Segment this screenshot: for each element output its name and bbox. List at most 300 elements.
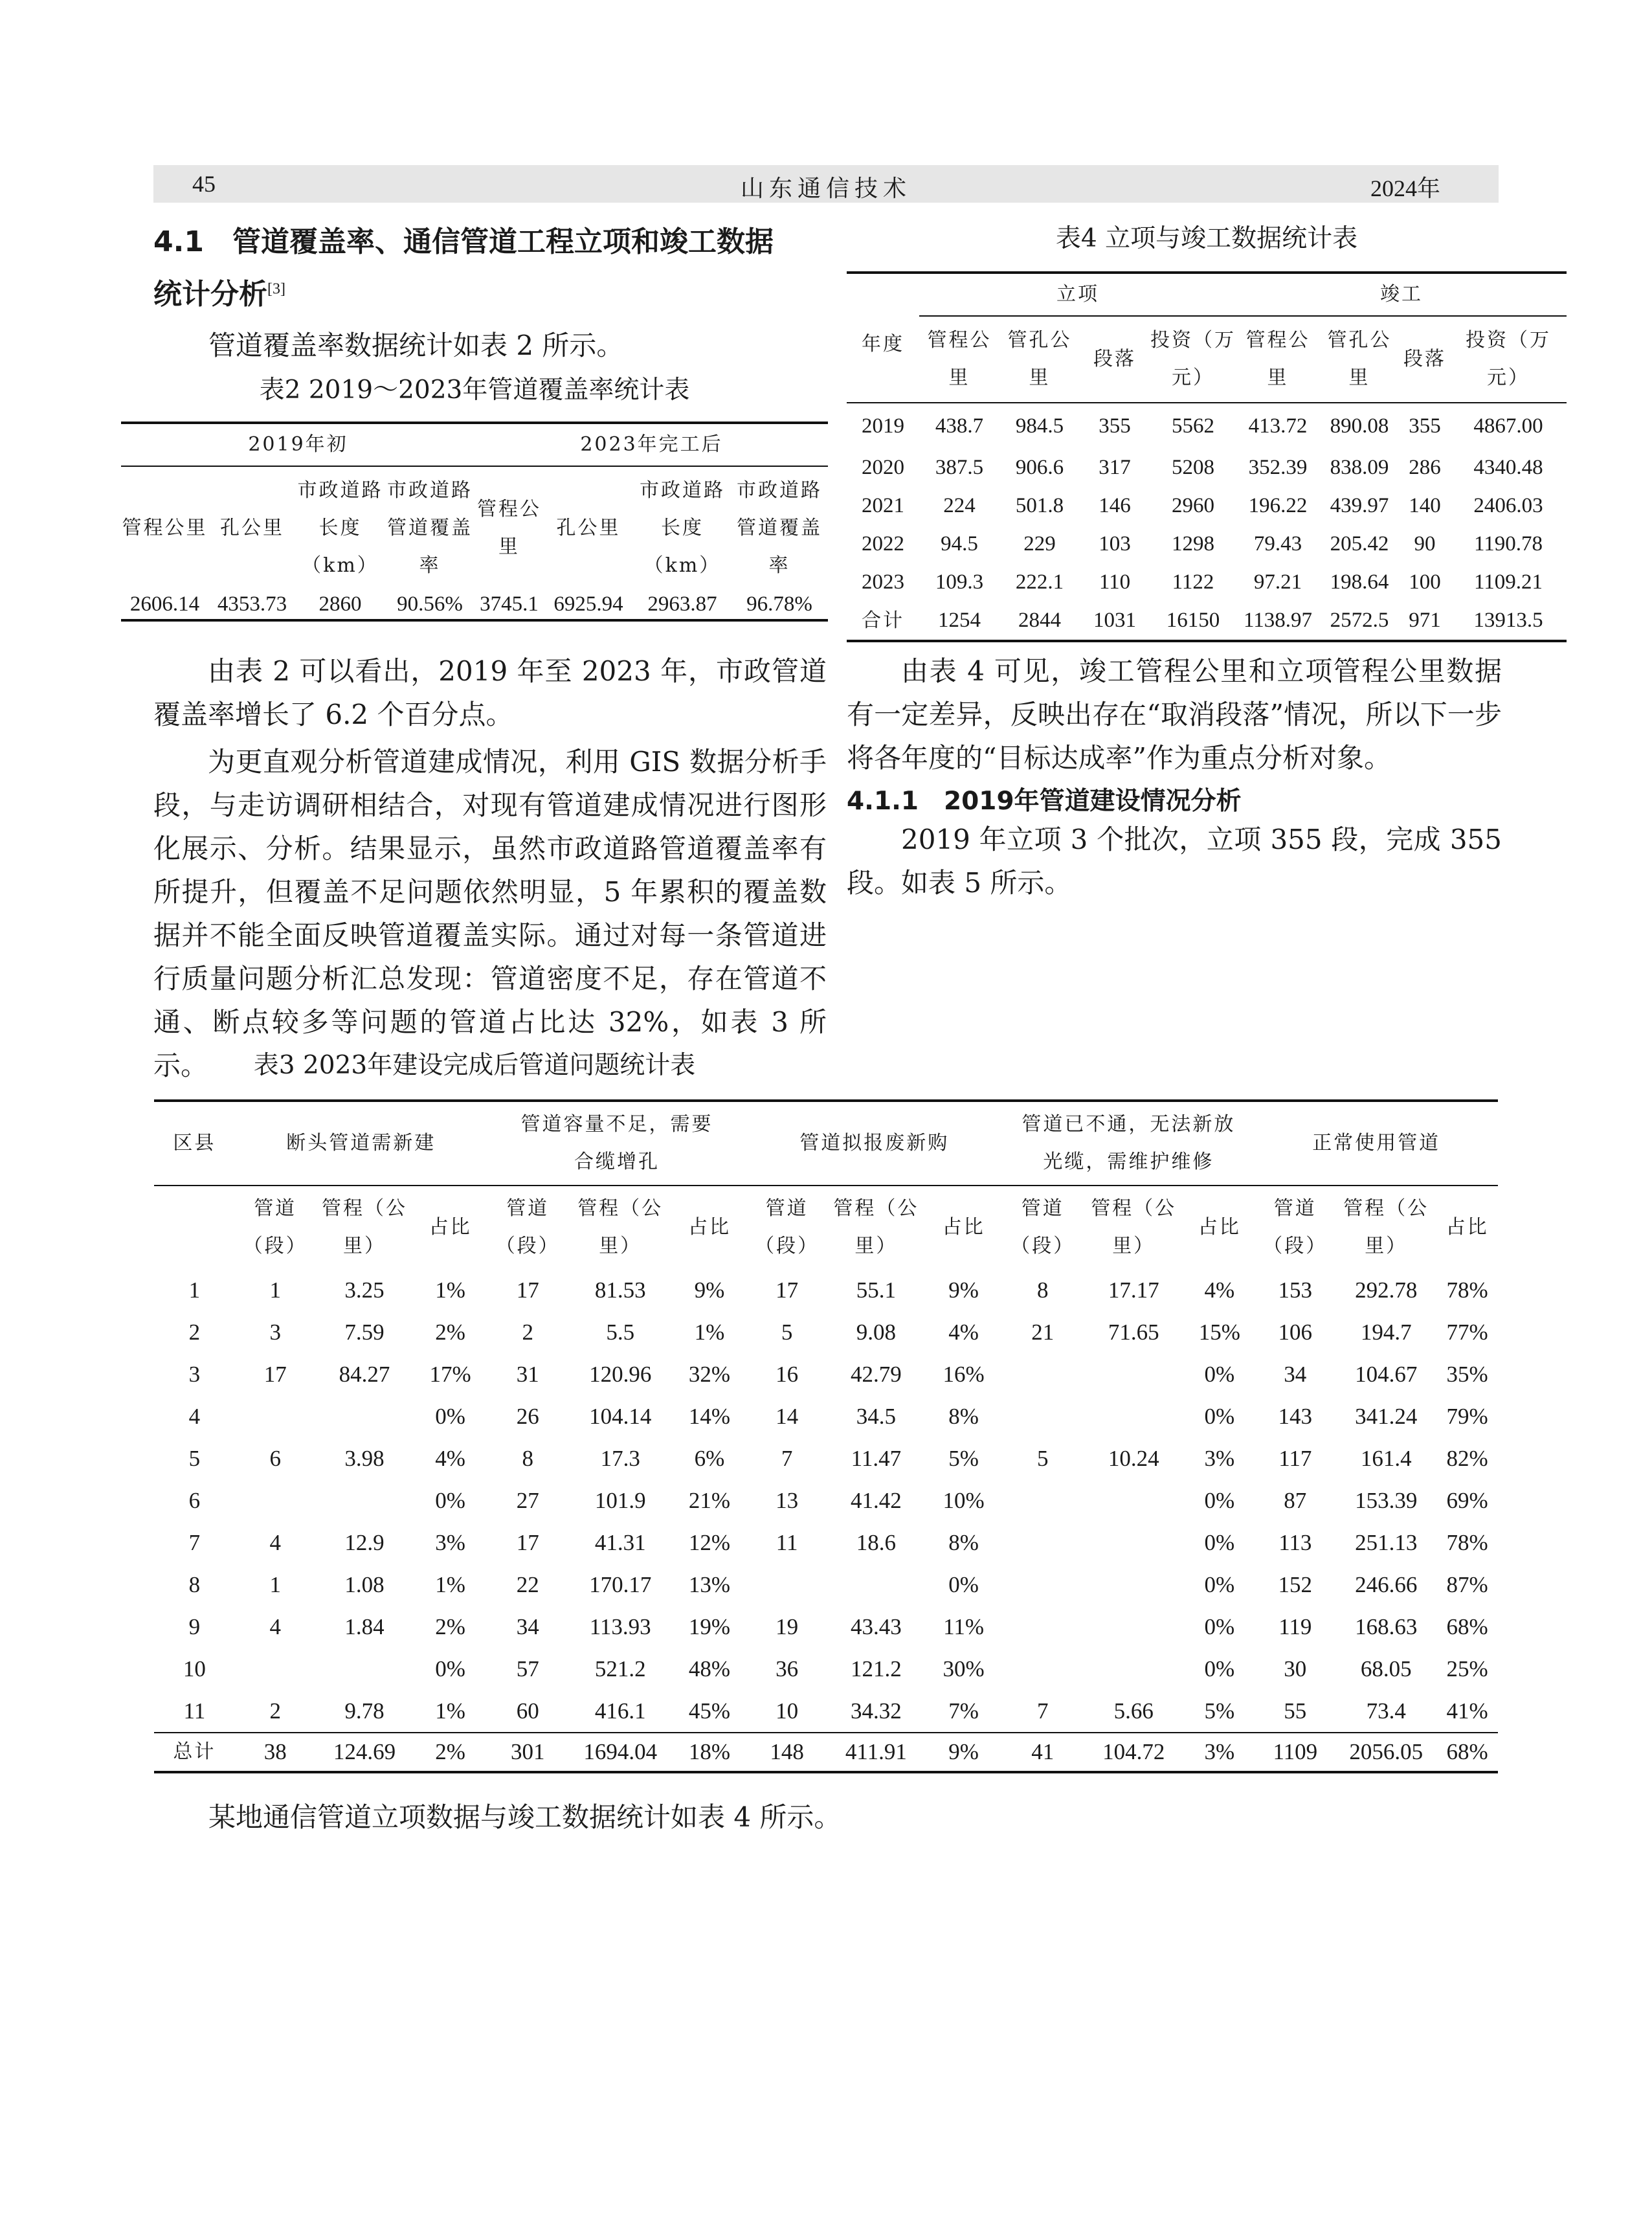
table-cell: 7 bbox=[781, 1445, 793, 1471]
table-cell: 8% bbox=[948, 1403, 979, 1429]
table-cell: 3% bbox=[1204, 1445, 1235, 1471]
table-cell: 1109.21 bbox=[1473, 570, 1543, 594]
table-cell: 19 bbox=[776, 1613, 799, 1639]
table-cell: 196.22 bbox=[1248, 494, 1308, 517]
table-cell: 416.1 bbox=[594, 1698, 646, 1724]
table-cell: 984.5 bbox=[1015, 414, 1064, 438]
table-cell: 87% bbox=[1446, 1571, 1488, 1597]
table-cell: 4 bbox=[188, 1403, 201, 1429]
issue-year: 2024年 bbox=[1370, 175, 1440, 201]
table-cell: 103 bbox=[1099, 532, 1131, 556]
table4-col-pipe-km: 管程公里 bbox=[1236, 316, 1319, 403]
table-cell: 1190.78 bbox=[1473, 532, 1543, 556]
table-cell: 4% bbox=[1204, 1277, 1235, 1303]
table-cell: 13% bbox=[688, 1571, 731, 1597]
table-cell: 14% bbox=[688, 1403, 731, 1429]
table-cell bbox=[1002, 1606, 1083, 1648]
table-cell: 2963.87 bbox=[647, 592, 717, 616]
table-cell: 6 bbox=[269, 1445, 281, 1471]
table-cell: 10 bbox=[183, 1656, 206, 1681]
table-cell: 301 bbox=[487, 1733, 568, 1772]
table-cell: 68% bbox=[1436, 1733, 1498, 1772]
table-cell: 7 bbox=[1037, 1698, 1049, 1724]
table-cell: 16 bbox=[776, 1361, 799, 1387]
table-cell: 12% bbox=[688, 1529, 731, 1555]
table-cell: 1% bbox=[435, 1698, 465, 1724]
table-cell: 4% bbox=[948, 1319, 979, 1345]
table-cell: 2 bbox=[522, 1319, 533, 1345]
table-cell: 1254 bbox=[938, 609, 981, 632]
table4-caption: 表4 立项与竣工数据统计表 bbox=[1055, 224, 1358, 253]
table-cell: 355 bbox=[1409, 414, 1441, 438]
table-cell: 0% bbox=[1204, 1529, 1235, 1555]
table-cell: 1298 bbox=[1172, 532, 1214, 556]
table-row bbox=[154, 1395, 1498, 1437]
table-cell: 246.66 bbox=[1355, 1571, 1418, 1597]
journal-name: 山东通信技术 bbox=[740, 175, 911, 201]
table-cell: 3.98 bbox=[344, 1445, 385, 1471]
table-cell: 17 bbox=[263, 1361, 287, 1387]
table3 bbox=[154, 1099, 1498, 1773]
table-cell: 17 bbox=[516, 1529, 539, 1555]
table-cell: 90.56% bbox=[397, 592, 463, 616]
table-cell: 79.43 bbox=[1253, 532, 1302, 556]
table-cell: 11.47 bbox=[851, 1445, 902, 1471]
table-cell bbox=[1083, 1606, 1184, 1648]
table-cell: 73.4 bbox=[1366, 1698, 1406, 1724]
table-cell: 906.6 bbox=[1015, 456, 1064, 479]
table-cell: 6925.94 bbox=[553, 592, 623, 616]
table-cell: 90 bbox=[1414, 532, 1436, 556]
table-cell: 17.17 bbox=[1108, 1277, 1159, 1303]
table-cell: 11 bbox=[183, 1698, 206, 1724]
table-cell: 36 bbox=[776, 1656, 799, 1681]
table4-group-completion: 竣工 bbox=[1236, 273, 1567, 316]
table-cell: 5 bbox=[188, 1445, 201, 1471]
table-row bbox=[847, 487, 1567, 525]
table-cell: 7% bbox=[948, 1698, 979, 1724]
table-cell: 9% bbox=[694, 1277, 725, 1303]
table3-sub-pipe-km: 管程（公里） bbox=[321, 1197, 407, 1257]
table-cell: 341.24 bbox=[1355, 1403, 1418, 1429]
table-cell: 3% bbox=[1184, 1733, 1255, 1772]
table-row bbox=[154, 1269, 1498, 1311]
table-cell bbox=[746, 1564, 827, 1606]
table3-blank-cell bbox=[154, 1186, 235, 1269]
table-cell: 355 bbox=[1099, 414, 1131, 438]
table-cell: 2960 bbox=[1172, 494, 1214, 517]
paragraph-gis-analysis: 为更直观分析管道建成情况，利用 GIS 数据分析手段，与走访调研相结合，对现有管道建成情况进行图形化展示、分析。结果显示，虽然市政道路管道覆盖率有所提升，但覆盖不足问题依然明显，5 年累积的覆盖数据并不能全面反映管道覆盖实际。通过对每一条管道进行质量问题分析汇总发现：管道密度不足，存在管道不通、断点较多等问题的管道占比达 32%，如表 3 所示。 bbox=[153, 746, 827, 1081]
table-cell: 3% bbox=[435, 1529, 465, 1555]
table-cell bbox=[316, 1648, 414, 1690]
table-cell: 69% bbox=[1446, 1487, 1488, 1513]
table-cell bbox=[1002, 1479, 1083, 1522]
table-cell: 2% bbox=[435, 1613, 465, 1639]
table-cell: 146 bbox=[1099, 494, 1131, 517]
table-cell: 30 bbox=[1284, 1656, 1307, 1681]
table-cell bbox=[235, 1479, 316, 1522]
table-row bbox=[121, 589, 828, 620]
table-cell bbox=[235, 1648, 316, 1690]
table-cell: 78% bbox=[1446, 1277, 1488, 1303]
table3-sub-segments: 管道（段） bbox=[1010, 1197, 1075, 1257]
table-cell: 0% bbox=[1204, 1361, 1235, 1387]
table-row bbox=[154, 1522, 1498, 1564]
table-cell bbox=[1002, 1564, 1083, 1606]
page-header bbox=[153, 165, 1499, 203]
table-cell: 2023 bbox=[862, 570, 904, 594]
table3-group-scrap: 管道拟报废新购 bbox=[746, 1101, 1002, 1186]
table-cell: 14 bbox=[776, 1403, 799, 1429]
table-cell: 8 bbox=[1037, 1277, 1049, 1303]
table-cell: 109.3 bbox=[935, 570, 984, 594]
table-cell: 0% bbox=[1204, 1487, 1235, 1513]
table-cell: 2019 bbox=[862, 414, 904, 438]
table-cell: 100 bbox=[1409, 570, 1441, 594]
table-cell: 45% bbox=[688, 1698, 731, 1724]
page-number: 45 bbox=[192, 171, 216, 197]
table2-group-2019: 2019年初 bbox=[121, 423, 475, 466]
table-cell: 43.43 bbox=[851, 1613, 902, 1639]
table-cell: 12.9 bbox=[344, 1529, 385, 1555]
table-cell: 0% bbox=[1204, 1403, 1235, 1429]
table-cell: 15% bbox=[1198, 1319, 1240, 1345]
table-cell: 2606.14 bbox=[129, 592, 200, 616]
table-cell: 5 bbox=[1037, 1445, 1049, 1471]
table-cell: 41% bbox=[1446, 1698, 1488, 1724]
table-cell: 168.63 bbox=[1355, 1613, 1418, 1639]
table-cell: 106 bbox=[1278, 1319, 1313, 1345]
table3-sub-share: 占比 bbox=[688, 1216, 731, 1239]
table-row bbox=[154, 1606, 1498, 1648]
table-cell: 17 bbox=[776, 1277, 799, 1303]
table-cell: 439.97 bbox=[1330, 494, 1389, 517]
table-cell: 317 bbox=[1099, 456, 1131, 479]
table-cell: 2021 bbox=[862, 494, 904, 517]
section-reference: [3] bbox=[267, 280, 285, 298]
table-cell: 890.08 bbox=[1330, 414, 1389, 438]
table-cell: 78% bbox=[1446, 1529, 1488, 1555]
table3-sub-pipe-km: 管程（公里） bbox=[1091, 1197, 1177, 1257]
table3-sub-share: 占比 bbox=[1198, 1216, 1241, 1239]
table-cell: 41.31 bbox=[594, 1529, 646, 1555]
table-cell: 501.8 bbox=[1015, 494, 1064, 517]
table-cell: 224 bbox=[943, 494, 976, 517]
table3-sub-segments: 管道（段） bbox=[495, 1197, 560, 1257]
table3-sub-pipe-km: 管程（公里） bbox=[1343, 1197, 1429, 1257]
table-cell: 2860 bbox=[318, 592, 362, 616]
table-cell: 32% bbox=[688, 1361, 731, 1387]
table-cell: 8 bbox=[188, 1571, 201, 1597]
table-cell: 30% bbox=[943, 1656, 985, 1681]
section-heading-line2-wrap bbox=[153, 271, 285, 312]
table-cell: 合计 bbox=[862, 609, 904, 632]
table-cell: 0% bbox=[948, 1571, 979, 1597]
table2 bbox=[121, 422, 828, 622]
table-cell: 1 bbox=[188, 1277, 201, 1303]
table4-col-pipe-km: 管程公里 bbox=[919, 316, 999, 403]
table3-sub-pipe-km: 管程（公里） bbox=[577, 1197, 664, 1257]
table-row bbox=[154, 1437, 1498, 1479]
table-cell: 4 bbox=[269, 1613, 281, 1639]
table-cell: 438.7 bbox=[935, 414, 984, 438]
table-cell: 11% bbox=[943, 1613, 985, 1639]
table-cell: 161.4 bbox=[1360, 1445, 1412, 1471]
table-row bbox=[847, 525, 1567, 563]
table-cell: 94.5 bbox=[941, 532, 978, 556]
table3-group-capacity: 管道容量不足，需要合缆增孔 bbox=[487, 1101, 746, 1186]
paragraph-table4-intro: 某地通信管道立项数据与竣工数据统计如表 4 所示。 bbox=[208, 1801, 842, 1833]
table-cell: 42.79 bbox=[851, 1361, 902, 1387]
table-cell: 117 bbox=[1278, 1445, 1312, 1471]
table-cell: 1% bbox=[694, 1319, 725, 1345]
table-cell: 26 bbox=[516, 1403, 539, 1429]
table3-sub-segments: 管道（段） bbox=[243, 1197, 307, 1257]
table-cell bbox=[1083, 1522, 1184, 1564]
table-cell: 55 bbox=[1284, 1698, 1307, 1724]
table2-col-road-length: 市政道路长度（km） bbox=[297, 478, 383, 577]
table4-col-investment: 投资（万元） bbox=[1150, 316, 1236, 403]
table-cell: 34 bbox=[516, 1613, 539, 1639]
table-cell: 120.96 bbox=[589, 1361, 652, 1387]
table-cell: 153.39 bbox=[1355, 1487, 1418, 1513]
table2-col-coverage: 市政道路管道覆盖率 bbox=[737, 478, 822, 577]
table-cell: 79% bbox=[1446, 1403, 1488, 1429]
table-cell: 110 bbox=[1099, 570, 1131, 594]
table-cell: 2406.03 bbox=[1473, 494, 1543, 517]
table-cell: 13913.5 bbox=[1473, 609, 1543, 632]
table-cell: 1138.97 bbox=[1243, 609, 1313, 632]
table-cell bbox=[1083, 1648, 1184, 1690]
table2-col-pipe-km: 管程公里 bbox=[122, 516, 208, 539]
table-cell: 143 bbox=[1278, 1403, 1313, 1429]
table3-group-normal: 正常使用管道 bbox=[1255, 1101, 1498, 1186]
table-cell: 148 bbox=[746, 1733, 827, 1772]
table-cell: 9% bbox=[948, 1277, 979, 1303]
table-cell: 84.27 bbox=[339, 1361, 390, 1387]
table-cell: 113.93 bbox=[589, 1613, 651, 1639]
table-cell: 5208 bbox=[1172, 456, 1214, 479]
table-row bbox=[847, 563, 1567, 601]
table-cell: 1.84 bbox=[344, 1613, 385, 1639]
table-cell bbox=[1002, 1395, 1083, 1437]
table-cell: 971 bbox=[1409, 609, 1441, 632]
table-cell: 34 bbox=[1284, 1361, 1307, 1387]
table-cell: 1 bbox=[269, 1571, 281, 1597]
table-cell: 9% bbox=[925, 1733, 1003, 1772]
table-cell: 1122 bbox=[1172, 570, 1214, 594]
table3-col-district: 区县 bbox=[154, 1101, 235, 1186]
table-cell: 170.17 bbox=[589, 1571, 652, 1597]
table-cell: 21% bbox=[688, 1487, 731, 1513]
table-cell: 3.25 bbox=[344, 1277, 385, 1303]
paragraph-2019-analysis: 2019 年立项 3 个批次，立项 355 段，完成 355 段。如表 5 所示。 bbox=[847, 824, 1502, 899]
table-cell: 4% bbox=[435, 1445, 465, 1471]
table3-group-new-build: 断头管道需新建 bbox=[235, 1101, 487, 1186]
table4-col-year: 年度 bbox=[847, 273, 919, 403]
table-cell bbox=[1002, 1522, 1083, 1564]
table-cell: 0% bbox=[435, 1487, 465, 1513]
table-cell: 16% bbox=[943, 1361, 985, 1387]
table-cell: 48% bbox=[688, 1656, 731, 1681]
table-cell: 1694.04 bbox=[568, 1733, 673, 1772]
table-cell: 8 bbox=[522, 1445, 533, 1471]
table-cell bbox=[316, 1479, 414, 1522]
table-row bbox=[154, 1353, 1498, 1395]
table-cell: 96.78% bbox=[746, 592, 812, 616]
table-cell: 2% bbox=[435, 1319, 465, 1345]
table-cell: 2020 bbox=[862, 456, 904, 479]
table-cell: 2 bbox=[188, 1319, 201, 1345]
table2-col-coverage: 市政道路管道覆盖率 bbox=[387, 478, 473, 577]
table4-group-approval: 立项 bbox=[919, 273, 1236, 316]
table-cell: 251.13 bbox=[1355, 1529, 1418, 1555]
table-cell: 124.69 bbox=[316, 1733, 414, 1772]
table-cell: 521.2 bbox=[594, 1656, 646, 1681]
table-cell: 31 bbox=[516, 1361, 539, 1387]
table-cell: 104.67 bbox=[1355, 1361, 1418, 1387]
table-cell: 35% bbox=[1446, 1361, 1488, 1387]
table-cell: 3745.1 bbox=[480, 592, 539, 616]
table-cell: 34.32 bbox=[851, 1698, 902, 1724]
table-cell: 5% bbox=[948, 1445, 979, 1471]
paragraph-table2-result: 由表 2 可以看出，2019 年至 2023 年，市政管道覆盖率增长了 6.2 个百分点。 bbox=[153, 655, 827, 730]
table-total-row bbox=[154, 1733, 1498, 1772]
table-cell: 7 bbox=[188, 1529, 201, 1555]
table-cell: 1109 bbox=[1255, 1733, 1335, 1772]
table-cell: 81.53 bbox=[594, 1277, 646, 1303]
table-cell bbox=[316, 1395, 414, 1437]
table4-col-hole-km: 管孔公里 bbox=[999, 316, 1080, 403]
table-cell: 34.5 bbox=[856, 1403, 897, 1429]
table-cell: 121.2 bbox=[851, 1656, 902, 1681]
table-cell: 9.08 bbox=[856, 1319, 897, 1345]
table-cell: 3 bbox=[269, 1319, 281, 1345]
table-cell: 97.21 bbox=[1253, 570, 1302, 594]
table-cell: 17.3 bbox=[600, 1445, 640, 1471]
table-cell: 82% bbox=[1446, 1445, 1488, 1471]
table4-col-segments: 段落 bbox=[1080, 316, 1150, 403]
table-cell: 18.6 bbox=[856, 1529, 897, 1555]
table-cell: 55.1 bbox=[856, 1277, 897, 1303]
table-cell: 10.24 bbox=[1108, 1445, 1159, 1471]
table-cell: 101.9 bbox=[594, 1487, 646, 1513]
table-cell: 18% bbox=[673, 1733, 746, 1772]
table-cell: 总计 bbox=[154, 1733, 235, 1772]
table4-col-investment: 投资（万元） bbox=[1450, 316, 1567, 403]
table3-group-maintenance: 管道已不通，无法新放光缆，需维护维修 bbox=[1002, 1101, 1255, 1186]
table-cell: 2844 bbox=[1018, 609, 1061, 632]
table-row bbox=[154, 1479, 1498, 1522]
table-cell: 5562 bbox=[1172, 414, 1214, 438]
table-cell: 19% bbox=[688, 1613, 731, 1639]
table-row bbox=[847, 403, 1567, 449]
table-cell bbox=[1002, 1353, 1083, 1395]
table-cell: 413.72 bbox=[1248, 414, 1308, 438]
table-cell: 27 bbox=[516, 1487, 539, 1513]
table-cell: 1 bbox=[269, 1277, 281, 1303]
table-cell: 2572.5 bbox=[1330, 609, 1389, 632]
table-cell: 104.14 bbox=[589, 1403, 652, 1429]
table-cell: 3 bbox=[188, 1361, 201, 1387]
table3-sub-share: 占比 bbox=[1446, 1216, 1489, 1239]
table-cell: 113 bbox=[1278, 1529, 1312, 1555]
table-cell: 387.5 bbox=[935, 456, 984, 479]
table-cell: 71.65 bbox=[1108, 1319, 1159, 1345]
table-cell: 11 bbox=[776, 1529, 798, 1555]
table-cell: 4353.73 bbox=[217, 592, 287, 616]
table-cell bbox=[1083, 1479, 1184, 1522]
table3-sub-share: 占比 bbox=[429, 1216, 472, 1239]
table-cell: 38 bbox=[235, 1733, 316, 1772]
table-cell: 119 bbox=[1278, 1613, 1312, 1639]
table-cell: 152 bbox=[1278, 1571, 1313, 1597]
table-cell: 41 bbox=[1002, 1733, 1083, 1772]
table-cell: 16150 bbox=[1166, 609, 1220, 632]
table-cell: 229 bbox=[1023, 532, 1056, 556]
table-cell: 22 bbox=[516, 1571, 539, 1597]
table3-sub-segments: 管道（段） bbox=[1263, 1197, 1328, 1257]
table-row bbox=[847, 449, 1567, 487]
table-cell: 68.05 bbox=[1360, 1656, 1412, 1681]
table-cell: 57 bbox=[516, 1656, 539, 1681]
table-cell: 0% bbox=[1204, 1571, 1235, 1597]
table4 bbox=[847, 271, 1567, 642]
table2-group-2023: 2023年完工后 bbox=[475, 423, 828, 466]
table-cell bbox=[827, 1564, 925, 1606]
table-cell: 6 bbox=[188, 1487, 201, 1513]
table-cell: 153 bbox=[1278, 1277, 1313, 1303]
table-cell: 104.72 bbox=[1083, 1733, 1184, 1772]
table-row bbox=[847, 601, 1567, 641]
table-cell: 2056.05 bbox=[1335, 1733, 1436, 1772]
table-cell: 77% bbox=[1446, 1319, 1488, 1345]
table-cell bbox=[1083, 1395, 1184, 1437]
table-cell: 5 bbox=[781, 1319, 793, 1345]
table-cell: 222.1 bbox=[1015, 570, 1064, 594]
table3-sub-segments: 管道（段） bbox=[755, 1197, 820, 1257]
table-cell: 4867.00 bbox=[1473, 414, 1543, 438]
table-cell: 2 bbox=[269, 1698, 281, 1724]
table2-col-hole-km: 孔公里 bbox=[220, 516, 284, 539]
table-cell: 0% bbox=[435, 1403, 465, 1429]
table-cell: 1031 bbox=[1093, 609, 1136, 632]
table-cell bbox=[1083, 1353, 1184, 1395]
table3-caption: 表3 2023年建设完成后管道问题统计表 bbox=[253, 1051, 696, 1080]
table-cell: 2022 bbox=[862, 532, 904, 556]
table2-col-pipe-km: 管程公里 bbox=[477, 497, 541, 558]
section-heading-line2: 统计分析 bbox=[153, 278, 267, 311]
table-cell: 60 bbox=[516, 1698, 539, 1724]
table2-col-hole-km: 孔公里 bbox=[556, 516, 621, 539]
table-cell: 5.66 bbox=[1113, 1698, 1154, 1724]
table-cell: 411.91 bbox=[827, 1733, 925, 1772]
table-cell: 205.42 bbox=[1330, 532, 1389, 556]
table-cell: 17% bbox=[429, 1361, 471, 1387]
paragraph-table2-intro: 管道覆盖率数据统计如表 2 所示。 bbox=[208, 330, 624, 361]
table-row bbox=[154, 1690, 1498, 1733]
table2-caption: 表2 2019～2023年管道覆盖率统计表 bbox=[259, 376, 690, 405]
subsection-heading: 4.1.1 2019年管道建设情况分析 bbox=[847, 787, 1242, 816]
table-cell: 9.78 bbox=[344, 1698, 385, 1724]
table-row bbox=[154, 1311, 1498, 1353]
table-cell: 41.42 bbox=[851, 1487, 902, 1513]
table-cell bbox=[1002, 1648, 1083, 1690]
table-cell: 286 bbox=[1409, 456, 1441, 479]
table-cell: 5.5 bbox=[606, 1319, 635, 1345]
table4-col-segments: 段落 bbox=[1400, 316, 1450, 403]
table-cell: 4340.48 bbox=[1473, 456, 1543, 479]
